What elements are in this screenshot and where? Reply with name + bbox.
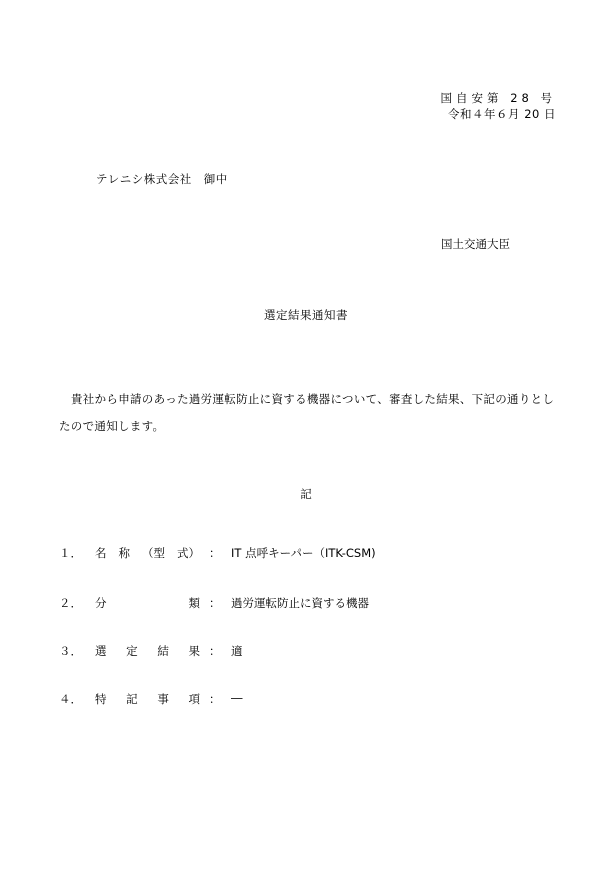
item-number: ３． <box>59 644 82 658</box>
recipient-name: テレニシ株式会社 御中 <box>96 172 228 186</box>
item-label-char: 類 <box>188 596 200 610</box>
item-colon: ： <box>209 692 221 706</box>
item-label <box>95 595 200 611</box>
item-label-char: （型 <box>142 546 165 560</box>
sender-name: 国土交通大臣 <box>441 237 510 251</box>
item-label-char: 事 <box>157 692 169 706</box>
item-colon: ： <box>209 596 221 610</box>
item-label <box>95 545 200 561</box>
item-label-char: 果 <box>188 644 200 658</box>
document-number: 国自安第 28 号 <box>440 91 556 105</box>
item-number: ２． <box>59 596 82 610</box>
item-value: 適 <box>231 644 243 658</box>
item-label-char: 記 <box>126 692 138 706</box>
item-label <box>95 643 200 659</box>
item-label-char: 分 <box>95 596 107 610</box>
document-title: 選定結果通知書 <box>264 308 348 322</box>
item-label-char: 名 <box>95 546 107 560</box>
body-paragraph: 貴社から申請のあった過労運転防止に資する機器について、審査した結果、下記の通りとしたので通知します。 <box>59 392 555 433</box>
item-value: 過労運転防止に資する機器 <box>231 596 369 610</box>
item-label-char: 選 <box>95 644 107 658</box>
item-label-char: 式） <box>177 546 200 560</box>
item-label-char: 結 <box>157 644 169 658</box>
item-colon: ： <box>209 546 221 560</box>
item-label-char: 定 <box>126 644 138 658</box>
item-label-char: 特 <box>95 692 107 706</box>
item-colon: ： <box>209 644 221 658</box>
item-value: IT 点呼キーパー（ITK-CSM) <box>231 546 376 560</box>
item-label-char: 項 <box>188 692 200 706</box>
item-value: ― <box>231 691 243 705</box>
ki-heading: 記 <box>300 487 312 501</box>
item-label <box>95 691 200 707</box>
item-label-char: 称 <box>118 546 130 560</box>
item-number: ４． <box>59 692 82 706</box>
item-number: １． <box>59 546 82 560</box>
document-date: 令和４年６月 20 日 <box>448 107 556 121</box>
